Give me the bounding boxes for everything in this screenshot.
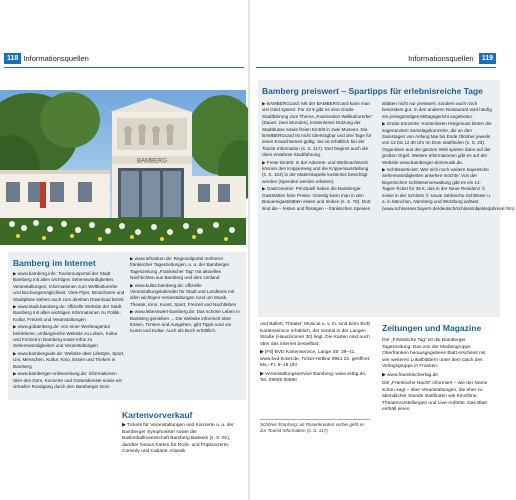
list-item: ▶ Gratis-Konzerte: Kostenlosen Hörgenuss bieten die sogenannten Samstagskonzerte, die an den Samstagen von Anfang Mai bis Ende Oktober jeweils von 12 bis 12.30 Uhr im Dom stattfinden (s. S. 23). Organisten aus der ganzen Welt spielen dann auf der großen Orgel. Weitere Informationen gibt es auf der Website www.bamberger-dommusik.de. <box>382 121 492 165</box>
preiswert-box-col1 <box>262 101 374 213</box>
list-item: ▶ www.kultur.bamberg.de: offizielle Veranstaltungskalender für Stadt und Landkreis mit allen wichtigen Veranstaltungen rund um Musik, Theater, Kino, Kunst, Sport, Freizeit und Nachtleben <box>130 282 237 307</box>
kartenvorverkauf-paragraph: ▶ Tickets für Veranstaltungen und Konzerte u. a. der Bamberger Symphoniker sowie der Basketballmannschaft Bamberg Baskets (s. S. 91), darüber hinaus Karten für Rock- und Popkonzerte, Comedy und Cabaret, Klassik <box>122 423 234 454</box>
ticket-continuation <box>260 322 374 387</box>
right-header-rule <box>256 67 496 68</box>
list-item: ▶ www.lebenswert-bamberg.de: Das schöne Leben in Bamberg genießen ... Die Website informiert über Essen, Trinken und Ausgehen, gibt Tipps rund um Kunst und Kultur. Auch als Buch erhältlich. <box>130 309 240 334</box>
preiswert-box-col2 <box>382 101 516 213</box>
list-item: ▶ www.stadt.bamberg.de: offizielle Website der Stadt Bamberg mit allen wichtigen Informationen zu Politik, Kultur, Freizeit und Veranstaltungen <box>13 304 122 322</box>
internet-box-col1 <box>13 271 125 391</box>
kartenvorverkauf-title: Kartenvorverkauf <box>122 410 193 420</box>
note-divider <box>260 419 370 420</box>
zeitungen-paragraph-2: Die „Fränkische Nacht“ informiert – wie der Name schon sagt – über Veranstaltungen, die eher zu abendlicher Stunde stattfinden wie Kinofilme, Theatervorstellungen und Live-Auftritte. Das Blatt enthält einen <box>382 381 488 412</box>
list-item: ▶ www.bamberg.info: Tourismusportal der Stadt Bamberg mit allen wichtigen Sehenswürdigkeiten, Veranstaltungen, Informationen zum Weltkulturerbe und Buchungsmöglichkeit. Viele Flyer, Broschüren und Stadtpläne stehen auch zum direkten Download bereit. <box>13 271 125 302</box>
left-header-rule <box>4 67 244 68</box>
photo-caption: Schöner Empfang: an Rosenkreuten vorbei geht es zur Tourist Information (s. S. 117) <box>260 422 365 434</box>
left-page-number: 118 <box>4 53 21 64</box>
zeitungen-text <box>382 338 494 416</box>
right-page-header <box>408 53 496 66</box>
list-item: ▶ www.bamberguide.de: Website über Lifestyle, Sport, Uni, Menschen, Kultur, Kino, Essen und Trinken in Bamberg <box>13 350 125 369</box>
list-item: ▶ www.infranken.de: Regionalportal mehrerer fränkischer Tageszeitungen, u. a. der Bamberger Tageszeitung „Fränkischer Tag“ mit aktuellen Nachrichten aus Bamberg und dem Umland <box>130 256 230 281</box>
ticket-extra: ▶ Veranstaltungsservice Bamberg, www.vstbg.de, Tel. 09505 80590 <box>260 371 367 383</box>
tourist-info-photo <box>0 90 246 245</box>
internet-box-title: Bamberg im Internet <box>13 258 96 268</box>
list-item: ▶ www.gobamberg.de: von einer Werbeagentur betriebene, umfangreiche Website zu Leben, Kultur und Freizeit in Bamberg sowie Infos zu Sehenswürdigkeiten und Veranstaltungen <box>13 324 118 349</box>
list-item: ▶ www.bamberger-onlinezeitung.de: Informationen über den Dom, Konzerte und Gottesdienste sowie ein virtueller Rundgang durch den Bamberger Dom <box>13 371 123 389</box>
list-item: ▶ Gastronomie: Prinzipiell haben die Bamberger Gaststätten faire Preise. Günstig kann man in den Brauereigaststätten essen und trinken (s. S. 78). Dort sind die – festen und flüssigen – fränkischen Speisen <box>262 186 371 211</box>
ticket-paragraph: und Ballett, Theater, Musical u. v. m. sind beim BVD Kartenservice erhältlich, der zentral in der Langen Straße (Hauszimmer 30) liegt. Die Karten sind auch über das Internet bestellbar: <box>260 322 371 347</box>
list-item: alitäten nicht nur preiswert, sondern auch noch besonders gut. In den anderen Restaurant wird häufig ein preisgünstiges Mittagsgericht angeboten. <box>382 101 492 119</box>
left-page-title: Informationsquellen <box>23 54 89 63</box>
list-item: ▶ Schlösserticket: Wer sich noch weitere bayerische Sehenswürdigkeiten ansehen möchte: Von der Bayerischen Schlösserverwaltung gibt es ein 14-Tages-Ticket für 35 €, das in der Neue Residenz ① sowie in der Schloss ② sowie zahlreiche Schlösser u. a. in München, Nürnberg und Würzburg anlässt (www.schloesser.bayern.de/deutsch/schloss/objekte/jahresk.htm). <box>382 167 516 211</box>
right-page-title: Informationsquellen <box>408 54 474 63</box>
internet-box-col2 <box>130 256 242 336</box>
zeitungen-paragraph-1: Der „Fränkische Tag“ ist die Bamberger Tageszeitung. Das von der Mediengruppe Oberfranken herausgegebene Blatt erscheint mit vier weiteren Lokalblättern unter dem Dach des Verlagsgruppe in Franken. <box>382 338 486 369</box>
list-item: ▶ BAMBERGcard: Mit der BAMBERGcard kann man viel Geld sparen: Für 22 € gibt es eine Gratis-Stadtführung zum Thema „Faszination Weltkulturerbe“ (Dauer: zwei Stunden), kostenloses Nutzung der Stadtbusse sowie freien Eintritt in zwei Museen. Die BAMBERGcard ist nicht übertragbar und drei Tage für einen Erwachsenen gültig. Sie ist erhältlich bei der Tourist Information (s. S. 117). Dort beginnt auch die oben erwähnte Stadtführung. <box>262 101 373 158</box>
preiswert-box-title: Bamberg preiswert – Spartipps für erlebnisreiche Tage <box>262 86 483 96</box>
ticket-address: ▶ [F6] BVD Kartenservice, Lange Str. 39–41, www.bvd-ticket.de, Ticket-Hotline 0951 22, geöffnet: Mo.–Fr. 9–18 Uhr <box>260 350 371 368</box>
list-item: ▶ Freier Eintritt: In der Advents- und Weihnachtszeit können den Krippenweg und die Krippenausstellung (s. S. 104) in der Maternkapelle kostenlos besichtigt werden (Spenden werden erbeten). <box>262 159 369 184</box>
zeitungen-link: ▶ www.fraenkischertag.de <box>382 372 438 378</box>
zeitungen-title: Zeitungen und Magazine <box>382 323 482 333</box>
building-sign: BAMBERG <box>136 158 168 165</box>
kartenvorverkauf-text <box>122 423 240 458</box>
right-page-number: 119 <box>479 53 496 64</box>
left-page-header <box>4 53 89 66</box>
